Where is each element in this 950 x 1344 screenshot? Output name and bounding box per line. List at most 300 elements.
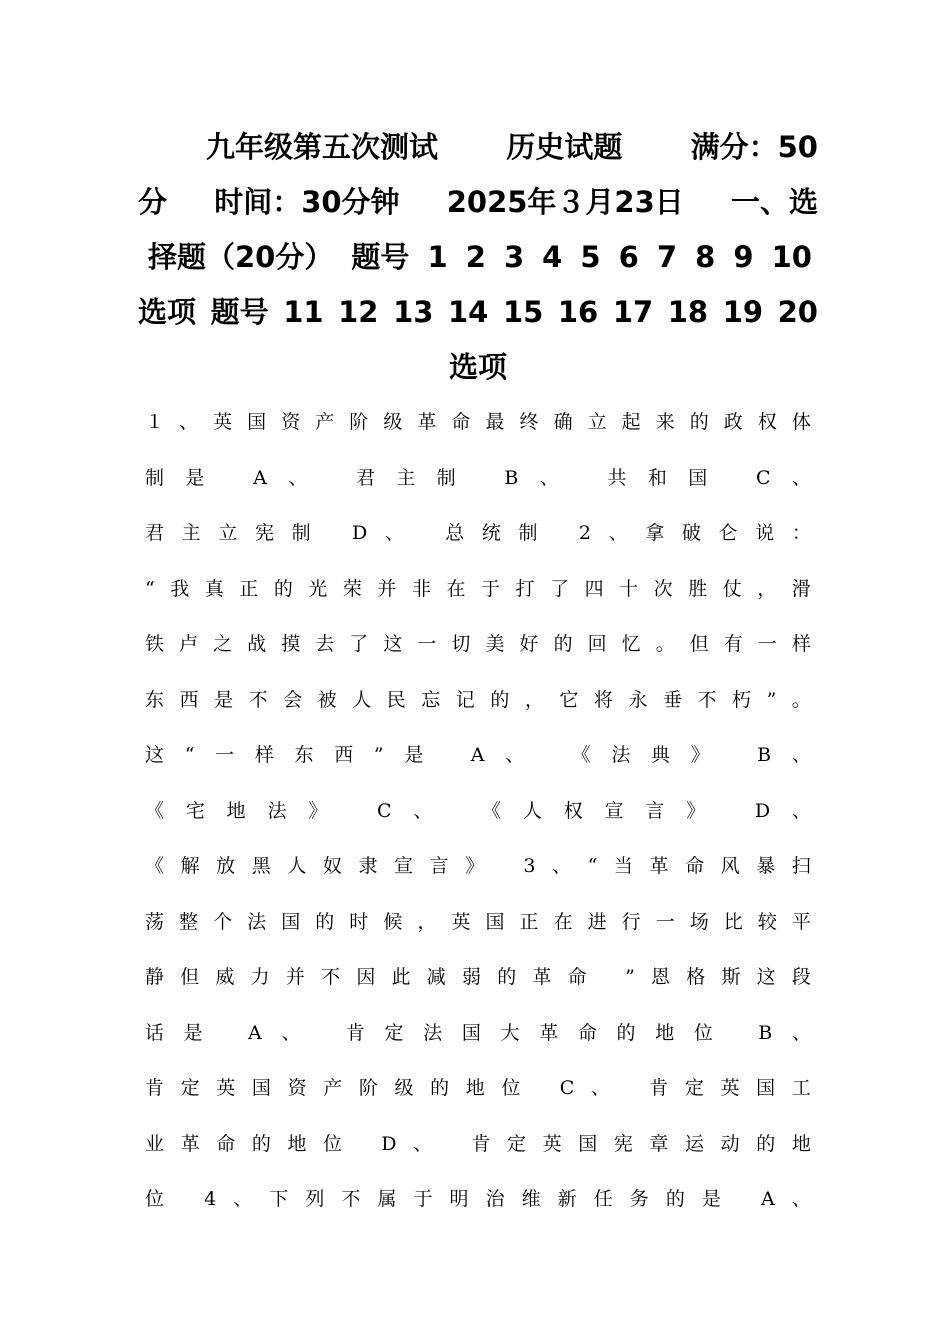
text-segment xyxy=(359,1117,365,1173)
text-segment: 任 xyxy=(593,1188,613,1210)
body-line-4 xyxy=(145,562,811,618)
text-segment: 典 xyxy=(651,744,671,766)
text-segment: 是 xyxy=(404,744,424,766)
text-segment: A xyxy=(248,1021,262,1044)
text-segment: 法 xyxy=(267,799,287,822)
text-segment: 一 xyxy=(215,744,235,766)
text-segment: 此 xyxy=(391,966,411,988)
text-segment: 好 xyxy=(519,633,539,655)
text-segment: ： xyxy=(791,522,811,544)
text-segment: ， xyxy=(417,910,437,933)
text-segment: 》 xyxy=(308,799,328,822)
text-segment: 宪 xyxy=(254,522,274,544)
text-segment: 国 xyxy=(251,1077,271,1099)
text-segment: 进 xyxy=(587,910,607,933)
text-segment xyxy=(729,451,735,507)
text-segment: 时间：30分钟 xyxy=(214,185,400,219)
text-segment: 个 xyxy=(213,910,233,933)
text-segment: 并 xyxy=(377,577,397,600)
text-segment: 的 xyxy=(689,411,709,433)
text-segment: 静 xyxy=(145,966,165,988)
text-segment: 、 xyxy=(413,1132,433,1155)
text-segment: 属 xyxy=(377,1188,397,1210)
text-segment: 说 xyxy=(755,522,775,544)
text-segment: 会 xyxy=(283,688,303,711)
text-segment xyxy=(580,451,586,507)
text-segment: 、 xyxy=(791,466,811,489)
text-segment: 回 xyxy=(587,633,607,655)
text-segment: 胜 xyxy=(688,577,708,600)
text-segment: 肯 xyxy=(345,1021,365,1044)
text-segment: 3 xyxy=(523,855,536,877)
text-segment: 革 xyxy=(539,1021,559,1044)
text-segment: 的 xyxy=(553,633,573,655)
text-segment: 君 xyxy=(355,466,375,489)
text-segment: 比 xyxy=(723,910,743,933)
text-segment: 这 xyxy=(756,966,776,988)
text-segment: 政 xyxy=(723,411,743,433)
text-segment: 是 xyxy=(185,466,205,489)
text-segment: 定 xyxy=(684,1077,704,1099)
text-segment: 西 xyxy=(179,688,199,711)
text-segment: 时 xyxy=(349,910,369,933)
text-segment: 定 xyxy=(384,1021,404,1044)
text-segment xyxy=(181,1172,187,1228)
text-segment xyxy=(444,728,450,784)
text-segment: 13 xyxy=(393,295,434,329)
text-segment xyxy=(320,1006,326,1062)
text-segment: 光 xyxy=(308,577,328,600)
text-segment: 11 xyxy=(283,295,324,329)
text-segment: 、 xyxy=(791,1021,811,1044)
question-body xyxy=(145,395,811,1228)
text-segment: 不 xyxy=(697,688,717,711)
text-segment: 12 xyxy=(338,295,379,329)
text-segment: 治 xyxy=(485,1188,505,1210)
text-segment: B xyxy=(757,744,772,766)
text-segment: 不 xyxy=(341,1188,361,1210)
text-segment: 15 xyxy=(502,295,544,329)
text-segment: 地 xyxy=(226,799,246,822)
text-segment: 法 xyxy=(611,744,631,766)
text-segment: 终 xyxy=(519,411,539,433)
text-segment: 制 xyxy=(291,522,311,544)
text-segment: 革 xyxy=(417,411,437,433)
text-segment: 黑 xyxy=(251,855,271,877)
text-segment: 4 xyxy=(204,1188,217,1210)
title-line-2 xyxy=(138,175,818,230)
text-segment: 命 xyxy=(451,411,471,433)
text-segment: 卢 xyxy=(179,633,199,655)
text-segment: 英 xyxy=(213,411,233,433)
text-segment: 明 xyxy=(449,1188,469,1210)
text-segment: A xyxy=(470,744,485,766)
text-segment: 法 xyxy=(247,910,267,933)
text-segment: B xyxy=(758,1021,773,1044)
text-segment: 一 xyxy=(757,633,777,655)
text-segment xyxy=(328,506,334,562)
text-segment: 解 xyxy=(180,855,200,877)
text-segment: 国 xyxy=(485,910,505,933)
text-segment: 、 xyxy=(552,855,572,877)
text-segment: 起 xyxy=(621,411,641,433)
text-segment: 的 xyxy=(497,966,517,988)
text-segment: 分 xyxy=(138,185,168,219)
text-segment: 因 xyxy=(356,966,376,988)
text-segment: 场 xyxy=(689,910,709,933)
text-segment: 忆 xyxy=(621,633,641,655)
text-segment: 统 xyxy=(481,522,501,544)
text-segment: 的 xyxy=(251,1132,271,1155)
text-segment: 英 xyxy=(451,910,471,933)
text-segment xyxy=(730,728,736,784)
text-segment: 格 xyxy=(686,966,706,988)
text-segment: 、 xyxy=(281,1021,301,1044)
text-segment xyxy=(627,1061,633,1117)
text-segment: 级 xyxy=(383,411,403,433)
text-segment xyxy=(477,451,483,507)
text-segment: 风 xyxy=(720,855,740,877)
text-segment: 非 xyxy=(411,577,431,600)
body-line-14 xyxy=(145,1117,811,1173)
text-segment: 的 xyxy=(665,1188,685,1210)
text-segment: 革 xyxy=(180,1132,200,1155)
text-segment: 英 xyxy=(216,1077,236,1099)
text-segment: 民 xyxy=(386,688,406,711)
text-segment: 、 xyxy=(505,744,525,766)
text-segment: 肯 xyxy=(145,1077,165,1099)
text-segment: 力 xyxy=(250,966,270,988)
text-segment: 大 xyxy=(500,1021,520,1044)
text-segment: 命 xyxy=(577,1021,597,1044)
text-segment: 是 xyxy=(183,1021,203,1044)
text-segment: 不 xyxy=(248,688,268,711)
text-segment: 之 xyxy=(213,633,233,655)
text-segment: 候 xyxy=(383,910,403,933)
text-segment: 垂 xyxy=(662,688,682,711)
text-segment: 暴 xyxy=(756,855,776,877)
text-segment: 5 xyxy=(580,240,601,274)
text-segment: 下 xyxy=(269,1188,289,1210)
body-line-9 xyxy=(145,839,811,895)
text-segment: 2 xyxy=(578,522,591,544)
text-segment: 放 xyxy=(216,855,236,877)
text-segment: 题号 xyxy=(210,295,269,329)
text-segment: 英 xyxy=(720,1077,740,1099)
text-segment: 命 xyxy=(567,966,587,988)
text-segment: 、 xyxy=(791,1188,811,1210)
text-segment: 宣 xyxy=(394,855,414,877)
body-line-10 xyxy=(145,895,811,951)
text-segment: 位 xyxy=(693,1021,713,1044)
text-segment: 有 xyxy=(723,633,743,655)
text-segment: 仗 xyxy=(722,577,742,600)
text-segment: 4 xyxy=(542,240,563,274)
text-segment: 平 xyxy=(791,910,811,933)
text-segment: 正 xyxy=(239,577,259,600)
text-segment: 切 xyxy=(451,633,471,655)
text-segment: ” xyxy=(373,744,384,766)
text-segment: 法 xyxy=(423,1021,443,1044)
text-segment: 国 xyxy=(281,910,301,933)
text-segment: 铁 xyxy=(145,633,165,655)
text-segment: 《 xyxy=(145,855,165,877)
text-segment: 英 xyxy=(542,1132,562,1155)
text-segment: 10 xyxy=(771,240,812,274)
text-segment: 了 xyxy=(349,633,369,655)
text-segment xyxy=(454,784,460,840)
text-segment: 国 xyxy=(461,1021,481,1044)
exam-header xyxy=(138,120,818,395)
text-segment: 资 xyxy=(281,411,301,433)
text-segment: 斯 xyxy=(721,966,741,988)
text-segment: 样 xyxy=(791,633,811,655)
text-segment: “ xyxy=(184,744,195,766)
text-segment: 于 xyxy=(413,1188,433,1210)
body-line-7 xyxy=(145,728,811,784)
text-segment: 样 xyxy=(254,744,274,766)
text-segment: 被 xyxy=(317,688,337,711)
text-segment: 7 xyxy=(656,240,678,274)
text-segment: 位 xyxy=(145,1188,165,1210)
text-segment: 动 xyxy=(720,1132,740,1155)
text-segment: 在 xyxy=(446,577,466,600)
text-segment: 2025年３月23日 xyxy=(446,185,684,219)
text-segment: 十 xyxy=(619,577,639,600)
text-segment: 主 xyxy=(181,522,201,544)
text-segment: ” xyxy=(766,688,777,711)
body-line-8 xyxy=(145,784,811,840)
text-segment: 》 xyxy=(690,744,710,766)
text-segment: 四 xyxy=(584,577,604,600)
text-segment: 的 xyxy=(315,910,335,933)
text-segment: 这 xyxy=(383,633,403,655)
text-segment: D xyxy=(381,1132,397,1155)
text-segment: 的 xyxy=(430,1077,450,1099)
text-segment: 这 xyxy=(145,744,165,766)
text-segment: 去 xyxy=(315,633,335,655)
text-segment: 历史试题 xyxy=(506,130,623,164)
text-segment: 地 xyxy=(287,1132,307,1155)
text-segment: 地 xyxy=(465,1077,485,1099)
text-segment: 6 xyxy=(618,240,639,274)
text-segment: 在 xyxy=(553,910,573,933)
text-segment: 立 xyxy=(587,411,607,433)
text-segment: 次 xyxy=(653,577,673,600)
text-segment xyxy=(603,950,609,1006)
text-segment: 满分：50 xyxy=(690,130,818,164)
text-segment: 3 xyxy=(503,240,525,274)
text-segment: 。 xyxy=(791,688,811,711)
text-segment: 是 xyxy=(701,1188,721,1210)
text-segment: 东 xyxy=(294,744,314,766)
text-segment: 国 xyxy=(688,466,708,489)
body-line-12 xyxy=(145,1006,811,1062)
text-segment: 宅 xyxy=(185,799,205,822)
text-segment: 的 xyxy=(490,688,510,711)
text-segment: 一 xyxy=(417,633,437,655)
text-segment: 列 xyxy=(305,1188,325,1210)
text-segment: 16 xyxy=(557,295,599,329)
text-segment xyxy=(226,451,232,507)
text-segment: 和 xyxy=(647,466,667,489)
text-segment: 言 xyxy=(645,799,665,822)
text-segment: 的 xyxy=(756,1132,776,1155)
text-segment: 制 xyxy=(145,466,165,489)
text-segment: 国 xyxy=(756,1077,776,1099)
title-line-3 xyxy=(138,230,818,285)
title-line-5: 选项 xyxy=(448,350,507,384)
text-segment: 18 xyxy=(667,295,709,329)
text-segment: 忘 xyxy=(421,688,441,711)
text-segment: 奴 xyxy=(322,855,342,877)
text-segment: 人 xyxy=(522,799,542,822)
text-segment: 择题（20分） xyxy=(148,240,334,274)
text-segment xyxy=(422,506,428,562)
text-segment xyxy=(222,1006,228,1062)
text-segment: 选项 xyxy=(138,295,197,329)
text-segment: 一、选 xyxy=(730,185,818,219)
text-segment: 、 xyxy=(413,799,433,822)
body-line-13 xyxy=(145,1061,811,1117)
text-segment: 言 xyxy=(429,855,449,877)
text-segment: 、 xyxy=(179,411,199,433)
text-segment xyxy=(329,451,335,507)
text-segment: 20 xyxy=(777,295,818,329)
text-segment: ， xyxy=(524,688,544,711)
text-segment: 产 xyxy=(315,411,335,433)
text-segment: 九年级第五次测试 xyxy=(206,130,439,164)
text-segment: 弱 xyxy=(461,966,481,988)
text-segment: 14 xyxy=(448,295,489,329)
text-segment: 了 xyxy=(550,577,570,600)
text-segment: 国 xyxy=(247,411,267,433)
text-segment: 朽 xyxy=(732,688,752,711)
text-segment: 恩 xyxy=(651,966,671,988)
text-segment: 真 xyxy=(204,577,224,600)
text-segment: 立 xyxy=(218,522,238,544)
text-segment: 运 xyxy=(685,1132,705,1155)
text-segment: 打 xyxy=(515,577,535,600)
text-segment: 、 xyxy=(384,522,404,544)
text-segment xyxy=(727,784,733,840)
text-segment: 一 xyxy=(655,910,675,933)
text-segment: 威 xyxy=(215,966,235,988)
text-segment: 最 xyxy=(485,411,505,433)
text-segment: 19 xyxy=(722,295,764,329)
body-line-6 xyxy=(145,673,811,729)
text-segment: 2 xyxy=(465,240,486,274)
text-segment: 工 xyxy=(791,1077,811,1099)
text-segment: 荣 xyxy=(342,577,362,600)
text-segment: 西 xyxy=(334,744,354,766)
text-segment: 产 xyxy=(323,1077,343,1099)
text-segment xyxy=(733,1006,739,1062)
text-segment: １ xyxy=(145,411,165,433)
text-segment: 肯 xyxy=(649,1077,669,1099)
text-segment: 命 xyxy=(685,855,705,877)
text-segment: 是 xyxy=(214,688,234,711)
text-segment: 确 xyxy=(553,411,573,433)
text-segment: 《 xyxy=(482,799,502,822)
text-segment: 》 xyxy=(686,799,706,822)
text-segment: ” xyxy=(625,966,635,988)
body-line-15 xyxy=(145,1172,811,1228)
text-segment: 新 xyxy=(557,1188,577,1210)
text-segment: 来 xyxy=(655,411,675,433)
text-segment xyxy=(555,506,561,562)
text-segment: 它 xyxy=(559,688,579,711)
text-segment: 肯 xyxy=(471,1132,491,1155)
text-segment: 战 xyxy=(247,633,267,655)
text-segment: 阶 xyxy=(349,411,369,433)
text-segment: 、 xyxy=(233,1188,253,1210)
text-segment: 整 xyxy=(179,910,199,933)
text-segment: 永 xyxy=(628,688,648,711)
text-segment: 共 xyxy=(607,466,627,489)
text-segment: 正 xyxy=(519,910,539,933)
text-segment: 减 xyxy=(426,966,446,988)
text-segment: 但 xyxy=(180,966,200,988)
text-segment: 摸 xyxy=(281,633,301,655)
text-segment: 的 xyxy=(273,577,293,600)
text-segment: 当 xyxy=(613,855,633,877)
body-line-11 xyxy=(145,950,811,1006)
text-segment: 总 xyxy=(445,522,465,544)
text-segment: 拿 xyxy=(645,522,665,544)
text-segment: ， xyxy=(757,577,777,600)
text-segment: 地 xyxy=(655,1021,675,1044)
text-segment: 阶 xyxy=(358,1077,378,1099)
text-segment: 、 xyxy=(608,522,628,544)
text-segment: D xyxy=(754,799,771,822)
title-line-1 xyxy=(138,120,818,175)
text-segment: C xyxy=(755,466,771,489)
text-segment: 业 xyxy=(145,1132,165,1155)
text-segment xyxy=(349,784,355,840)
text-segment: 扫 xyxy=(791,855,811,877)
text-segment xyxy=(449,1117,455,1173)
text-segment: 17 xyxy=(612,295,654,329)
text-segment: 《 xyxy=(571,744,591,766)
text-segment: B xyxy=(504,466,519,489)
text-segment: 滑 xyxy=(791,577,811,600)
text-segment: 8 xyxy=(695,240,716,274)
body-line-2 xyxy=(145,451,811,507)
text-segment: 、 xyxy=(288,466,308,489)
text-segment: “ xyxy=(587,855,598,877)
text-segment: 地 xyxy=(791,1132,811,1155)
text-segment: 、 xyxy=(590,1077,610,1099)
body-line-1 xyxy=(145,395,811,451)
text-segment: 于 xyxy=(481,577,501,600)
text-segment: 务 xyxy=(629,1188,649,1210)
text-segment: “ xyxy=(145,577,155,600)
text-segment: 并 xyxy=(285,966,305,988)
text-segment: A xyxy=(760,1188,775,1210)
text-segment: 话 xyxy=(145,1021,165,1044)
text-segment: 命 xyxy=(216,1132,236,1155)
text-segment: A xyxy=(253,466,267,489)
text-segment: 革 xyxy=(649,855,669,877)
text-segment: 》 xyxy=(465,855,485,877)
text-segment: 人 xyxy=(352,688,372,711)
text-segment: 。 xyxy=(655,633,675,655)
text-segment: 国 xyxy=(578,1132,598,1155)
text-segment: 定 xyxy=(180,1077,200,1099)
body-line-3 xyxy=(145,506,811,562)
text-segment: 位 xyxy=(323,1132,343,1155)
